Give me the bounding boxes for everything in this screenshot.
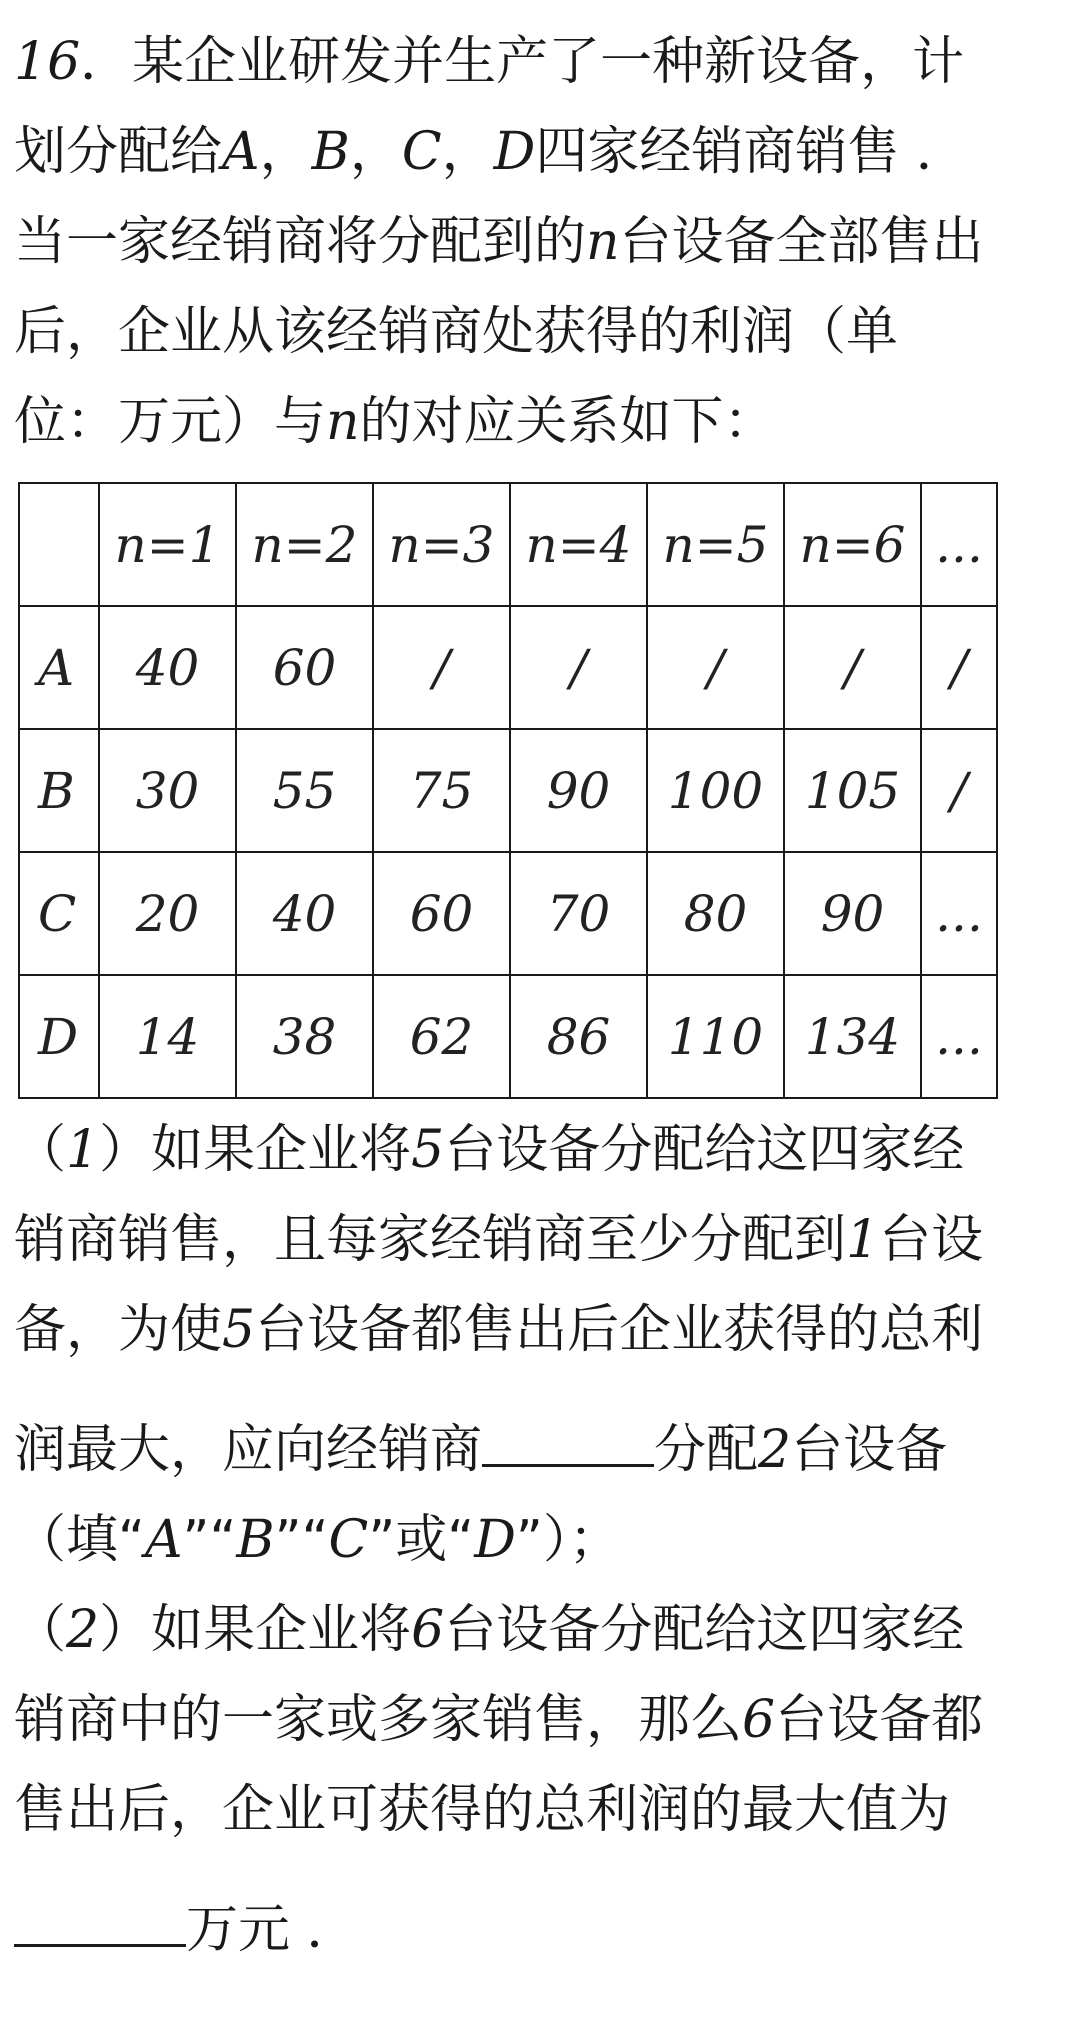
text: 备，为使	[14, 1300, 223, 1360]
text: 台设备	[791, 1420, 948, 1480]
row-label: D	[19, 975, 99, 1098]
question-line-2	[14, 120, 1066, 184]
text: 润最大，应向经销商	[14, 1420, 483, 1480]
part1-line-1	[14, 1118, 1066, 1182]
table-cell: 110	[647, 975, 784, 1098]
text: 划分配给	[14, 122, 223, 182]
dealer-c: C	[401, 122, 442, 182]
text: （	[14, 1120, 67, 1180]
part1-line-2	[14, 1208, 1066, 1272]
text: ”“	[274, 1510, 329, 1570]
table-cell: 38	[236, 975, 373, 1098]
table-cell: ...	[921, 483, 997, 606]
text: 售出后，企业可获得的总利润的最大值为	[14, 1780, 951, 1840]
part-number: 2	[66, 1600, 100, 1660]
sep: ，	[349, 122, 402, 182]
table-cell: /	[921, 606, 997, 729]
text: ”或“	[368, 1510, 475, 1570]
table-cell: ...	[921, 852, 997, 975]
table-cell: n=4	[510, 483, 647, 606]
table-cell: /	[921, 729, 997, 852]
part1-line-5	[14, 1508, 1066, 1572]
variable-n: n	[586, 212, 620, 272]
table-row	[19, 606, 997, 729]
row-label: A	[19, 606, 99, 729]
dealer-a: A	[222, 122, 260, 182]
text: 四家经销商销售 ．	[535, 122, 968, 182]
table-cell: 80	[647, 852, 784, 975]
question-line-4	[14, 300, 1066, 364]
table-cell: 60	[236, 606, 373, 729]
number: 2	[758, 1420, 792, 1480]
number: 1	[846, 1210, 880, 1270]
table-cell: n=1	[99, 483, 236, 606]
part2-line-2	[14, 1688, 1066, 1752]
table-row	[19, 852, 997, 975]
table-cell: 75	[373, 729, 510, 852]
question-line-3	[14, 210, 1066, 274]
dealer-b: B	[311, 122, 350, 182]
table-cell: 20	[99, 852, 236, 975]
table-cell: 105	[784, 729, 921, 852]
table-cell: 40	[99, 606, 236, 729]
text: ．某企业研发并生产了一种新设备，计	[80, 32, 965, 92]
row-label: C	[19, 852, 99, 975]
table-cell: 55	[236, 729, 373, 852]
table-cell: /	[373, 606, 510, 729]
row-label: B	[19, 729, 99, 852]
number: 5	[222, 1300, 256, 1360]
part1-line-4	[14, 1418, 1066, 1482]
part2-line-3	[14, 1778, 1066, 1842]
part1-line-3	[14, 1298, 1066, 1362]
text: 的对应关系如下：	[359, 392, 776, 452]
text: 台设备分配给这四家经	[444, 1120, 965, 1180]
text: 销商销售，且每家经销商至少分配到	[14, 1210, 847, 1270]
text: 分配	[654, 1420, 759, 1480]
table-cell: 14	[99, 975, 236, 1098]
table-cell: /	[647, 606, 784, 729]
profit-table	[18, 482, 998, 1099]
table-cell: n=6	[784, 483, 921, 606]
table-cell: 90	[784, 852, 921, 975]
table-cell: /	[784, 606, 921, 729]
sep: ，	[259, 122, 312, 182]
number: 6	[742, 1690, 776, 1750]
text: ）如果企业将	[99, 1600, 412, 1660]
table-cell: n=3	[373, 483, 510, 606]
table-cell: 134	[784, 975, 921, 1098]
text: 台设备都售出后企业获得的总利	[255, 1300, 984, 1360]
text: 台设备分配给这四家经	[444, 1600, 965, 1660]
table-cell: 62	[373, 975, 510, 1098]
table-cell: /	[510, 606, 647, 729]
number: 6	[411, 1600, 445, 1660]
text: 位：万元）与	[14, 392, 327, 452]
text: ”“	[182, 1510, 237, 1570]
table-cell: 86	[510, 975, 647, 1098]
option-c: C	[328, 1510, 369, 1570]
text: （	[14, 1600, 67, 1660]
table-header-row	[19, 483, 997, 606]
part2-line-1	[14, 1598, 1066, 1662]
question-number: 16	[14, 32, 81, 92]
table-cell	[19, 483, 99, 606]
answer-blank-1[interactable]	[482, 1460, 654, 1467]
text: 万元 ．	[186, 1900, 359, 1960]
table-cell: 70	[510, 852, 647, 975]
variable-n: n	[326, 392, 360, 452]
text: 台设备全部售出	[619, 212, 984, 272]
question-line-5	[14, 390, 1066, 454]
text: 台设备都	[775, 1690, 984, 1750]
text: ”）；	[515, 1510, 621, 1570]
answer-blank-2[interactable]	[14, 1940, 186, 1947]
text: （填“	[14, 1510, 145, 1570]
dealer-d: D	[493, 122, 536, 182]
table-row	[19, 729, 997, 852]
table-cell: 90	[510, 729, 647, 852]
sep: ，	[441, 122, 494, 182]
text: 当一家经销商将分配到的	[14, 212, 587, 272]
table-cell: 40	[236, 852, 373, 975]
text: ）如果企业将	[99, 1120, 412, 1180]
option-a: A	[144, 1510, 183, 1570]
part-number: 1	[66, 1120, 100, 1180]
table-cell: 100	[647, 729, 784, 852]
option-b: B	[236, 1510, 275, 1570]
question-line-1	[14, 30, 1066, 94]
part2-line-4	[14, 1898, 1066, 1962]
text: 销商中的一家或多家销售，那么	[14, 1690, 743, 1750]
table-cell: 60	[373, 852, 510, 975]
number: 5	[411, 1120, 445, 1180]
table-cell: ...	[921, 975, 997, 1098]
table-cell: n=2	[236, 483, 373, 606]
text: 台设	[879, 1210, 984, 1270]
option-d: D	[474, 1510, 516, 1570]
table-cell: n=5	[647, 483, 784, 606]
text: 后，企业从该经销商处获得的利润（单	[14, 302, 899, 362]
table-row	[19, 975, 997, 1098]
table-cell: 30	[99, 729, 236, 852]
